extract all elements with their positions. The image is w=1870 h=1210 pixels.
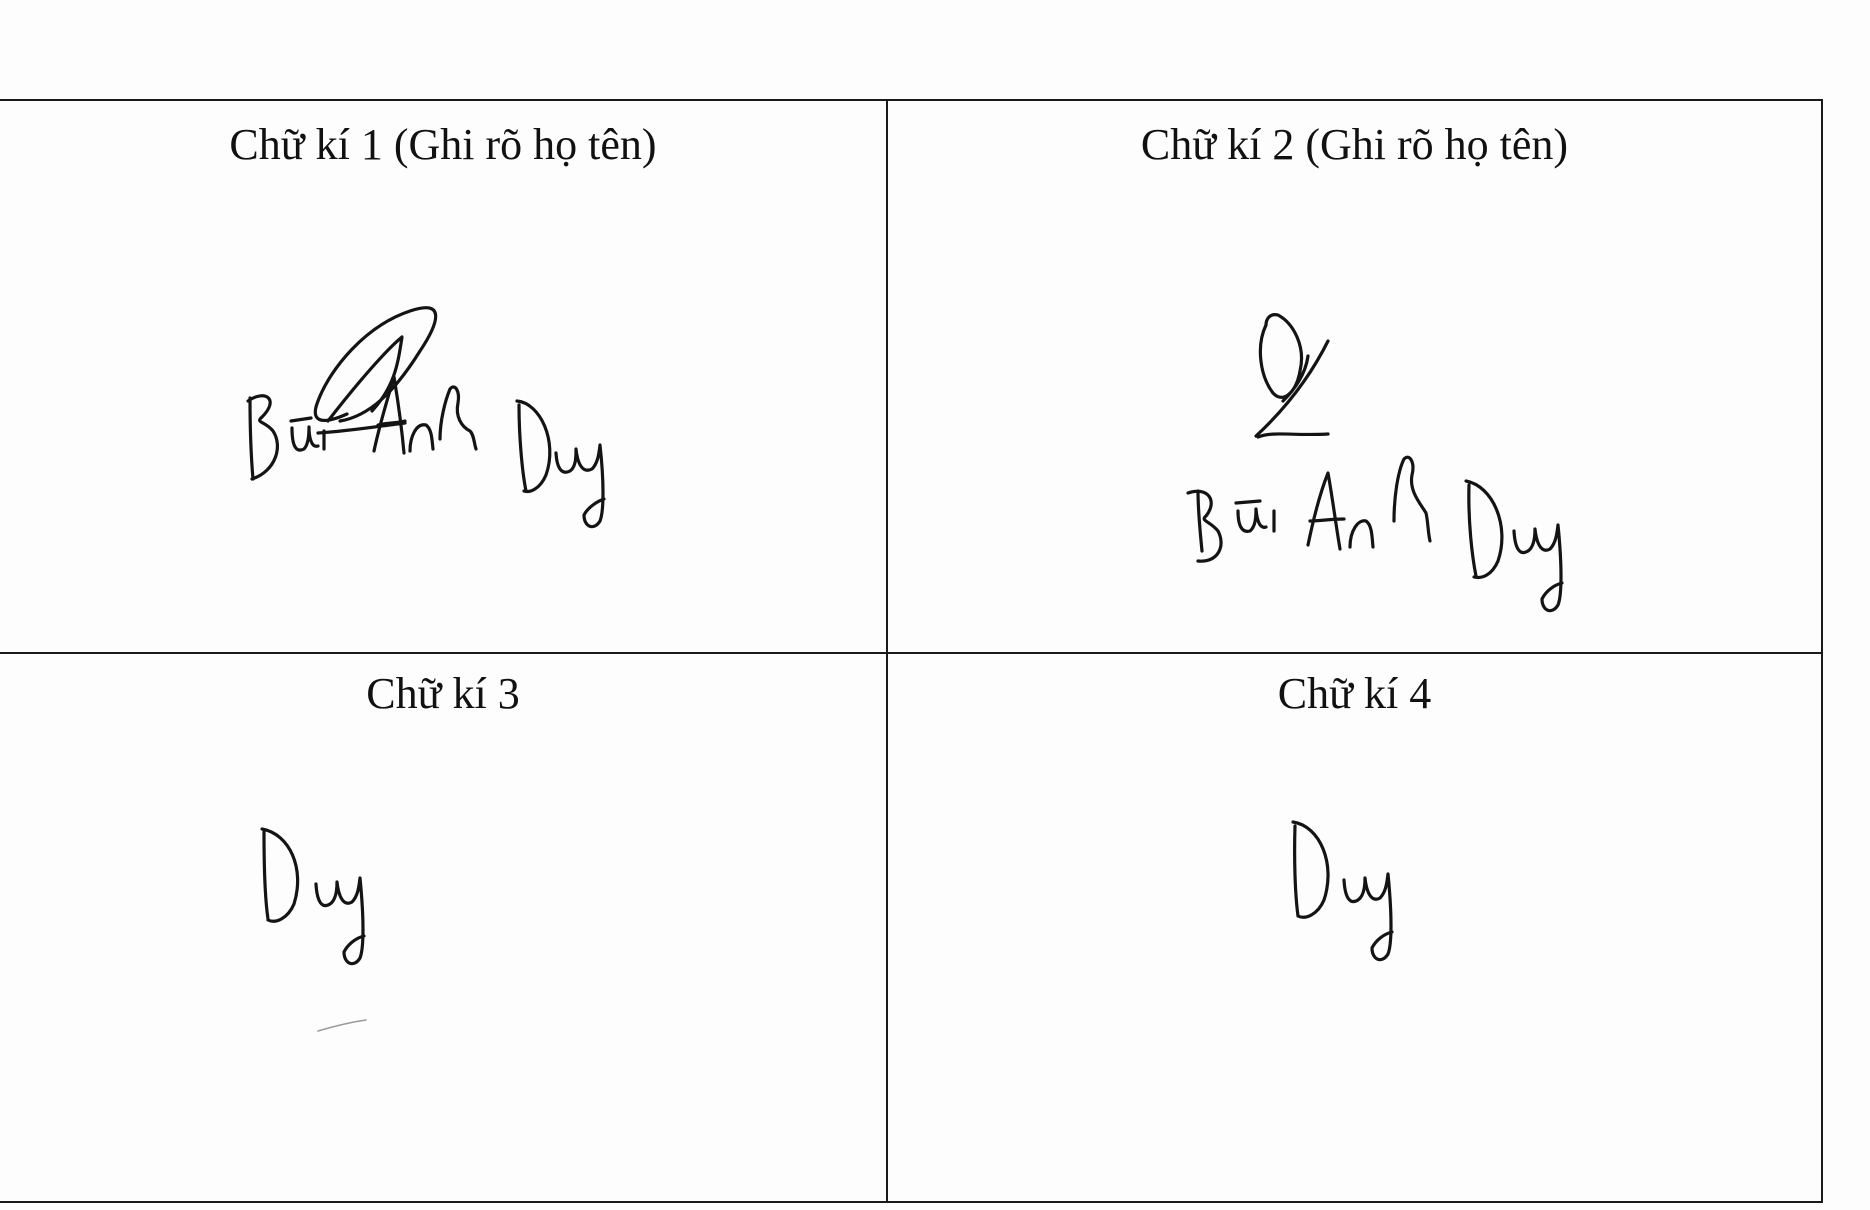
signature-cell-3-title: Chữ kí 3	[366, 669, 520, 718]
signature-table	[0, 99, 1823, 1203]
handwritten-signature-3	[0, 654, 886, 1201]
signature-cell-4	[887, 653, 1822, 1202]
signature-2-name	[888, 101, 889, 102]
handwritten-signature-4	[888, 654, 1821, 1201]
signature-row-bottom	[0, 653, 1822, 1202]
signature-cell-1	[0, 100, 887, 653]
signature-cell-4-title: Chữ kí 4	[1277, 669, 1432, 718]
signature-row-top	[0, 100, 1822, 653]
signature-1-name	[0, 101, 1, 102]
signature-cell-3	[0, 653, 887, 1202]
signature-cell-2-title: Chữ kí 2 (Ghi rõ họ tên)	[1140, 120, 1569, 169]
signature-cell-2	[887, 100, 1822, 653]
signature-cell-1-title: Chữ kí 1 (Ghi rõ họ tên)	[229, 120, 657, 169]
handwritten-signature-2	[888, 101, 1821, 652]
signature-3-name	[0, 654, 1, 655]
handwritten-signature-1	[0, 101, 886, 652]
signature-4-name	[888, 654, 889, 655]
